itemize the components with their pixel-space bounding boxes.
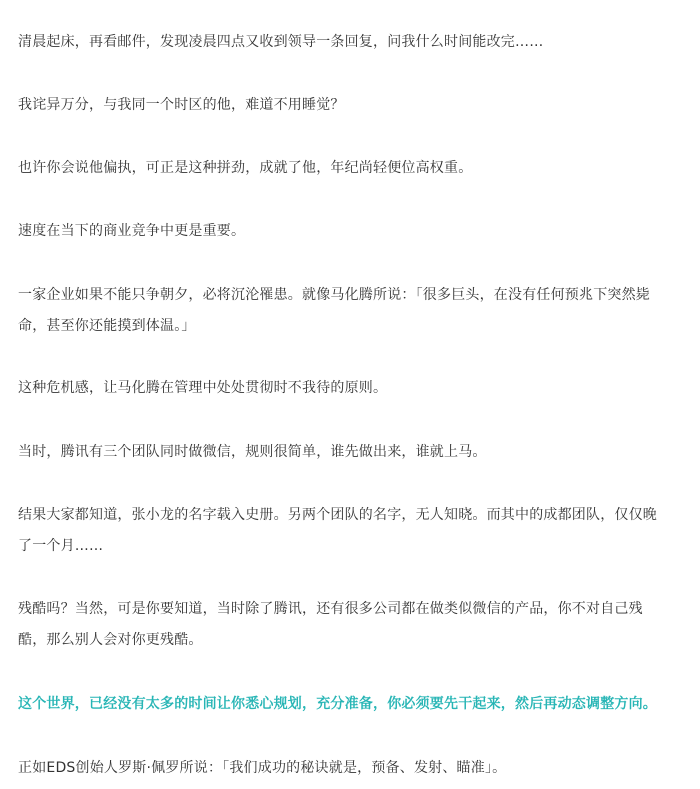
paragraph-line: 了一个月…… <box>18 538 104 554</box>
paragraph-line: 这种危机感，让马化腾在管理中处处贯彻时不我待的原则。 <box>18 380 388 396</box>
highlighted-paragraph <box>18 689 682 720</box>
paragraph-8 <box>18 500 682 562</box>
paragraph-3 <box>18 153 682 184</box>
paragraph-line: 清晨起床，再看邮件，发现凌晨四点又收到领导一条回复，问我什么时间能改完…… <box>18 34 544 50</box>
paragraph-line: 一家企业如果不能只争朝夕，必将沉沦罹患。就像马化腾所说：「很多巨头，在没有任何预兆下突然毙 <box>18 287 650 303</box>
paragraph-line: 结果大家都知道，张小龙的名字载入史册。另两个团队的名字，无人知晓。而其中的成都团队，仅仅晚 <box>18 507 657 523</box>
paragraph-line: 速度在当下的商业竞争中更是重要。 <box>18 223 246 239</box>
paragraph-1 <box>18 27 682 58</box>
paragraph-line: 我诧异万分，与我同一个时区的他，难道不用睡觉？ <box>18 97 345 113</box>
paragraph-7 <box>18 437 682 468</box>
paragraph-line: 残酷吗？当然，可是你要知道，当时除了腾讯，还有很多公司都在做类似微信的产品，你不对自己残 <box>18 601 643 617</box>
paragraph-6 <box>18 373 682 404</box>
paragraph-line: 酷，那么别人会对你更残酷。 <box>18 632 203 648</box>
paragraph-line: 也许你会说他偏执，可正是这种拼劲，成就了他，年纪尚轻便位高权重。 <box>18 160 473 176</box>
paragraph-11 <box>18 753 682 784</box>
paragraph-line: 当时，腾讯有三个团队同时做微信，规则很简单，谁先做出来，谁就上马。 <box>18 444 487 460</box>
paragraph-line: 正如EDS创始人罗斯·佩罗所说：「我们成功的秘诀就是，预备、发射、瞄准」。 <box>18 760 507 776</box>
paragraph-4 <box>18 216 682 247</box>
paragraph-line: 命，甚至你还能摸到体温。」 <box>18 318 196 334</box>
paragraph-line: 这个世界，已经没有太多的时间让你悉心规划，充分准备，你必须要先干起来，然后再动态调整方向。 <box>18 696 657 712</box>
paragraph-9 <box>18 594 682 656</box>
paragraph-2 <box>18 90 682 121</box>
paragraph-5 <box>18 280 682 342</box>
